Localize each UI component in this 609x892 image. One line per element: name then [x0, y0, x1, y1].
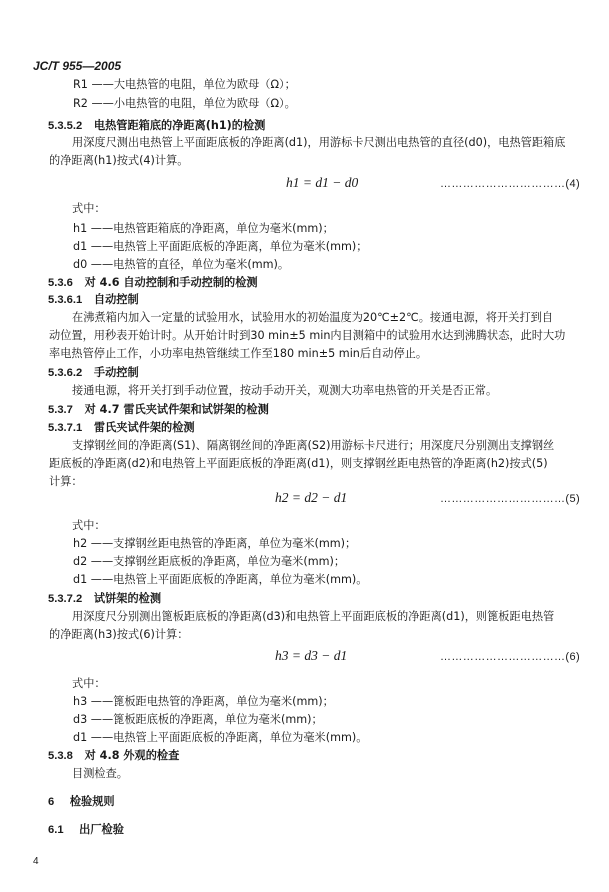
paragraph-line: 接通电源，将开关打到手动位置，按动手动开关，观测大功率电热管的开关是否正常。	[72, 384, 498, 397]
paragraph-line: 用深度尺测出电热管上平面距底板的净距离(d1)，用游标卡尺测出电热管的直径(d0)，电热管距箱底	[72, 136, 566, 149]
symbol-definition: d2 ——支撑钢丝距底板的净距离，单位为毫米(mm)；	[73, 555, 346, 568]
paragraph-line: 距底板的净距离(d2)和电热管上平面距底板的净距离(d1)，则支撑钢丝距电热管的净距离(h2)按式(5)	[49, 457, 548, 470]
symbol-definition: R2 ——小电热管的电阻，单位为欧母（Ω）。	[73, 97, 296, 110]
paragraph-line: 的净距离(h1)按式(4)计算。	[49, 154, 189, 167]
paragraph-line: 率电热管停止工作，小功率电热管继续工作至180 min±5 min后自动停止。	[49, 347, 428, 360]
formula-4: h1 = d1 − d0	[286, 175, 359, 190]
section-heading-5-3-7-1: 5.3.7.1 雷氏夹试件架的检测	[48, 421, 195, 434]
paragraph-line: 支撑钢丝间的净距离(S1)、隔离钢丝间的净距离(S2)用游标卡尺进行；用深度尺分别测出支撑钢丝	[72, 439, 555, 452]
symbol-definition: h2 ——支撑钢丝距电热管的净距离，单位为毫米(mm)；	[73, 537, 357, 550]
paragraph-line: 的净距离(h3)按式(6)计算：	[49, 628, 189, 641]
formula-5-number: ……………………………(5)	[440, 493, 581, 505]
symbol-definition: d1 ——电热管上平面距底板的净距离，单位为毫米(mm)；	[73, 240, 368, 253]
section-heading-5-3-5-2: 5.3.5.2 电热管距箱底的净距离(h1)的检测	[48, 119, 266, 132]
paragraph-line: 目测检查。	[72, 767, 128, 780]
section-heading-5-3-6: 5.3.6 对 4.6 自动控制和手动控制的检测	[48, 276, 258, 289]
where-label: 式中：	[72, 519, 106, 532]
symbol-definition: d1 ——电热管上平面距底板的净距离，单位为毫米(mm)。	[73, 573, 368, 586]
section-heading-5-3-8: 5.3.8 对 4.8 外观的检查	[48, 749, 180, 762]
section-heading-5-3-6-1: 5.3.6.1 自动控制	[48, 293, 139, 306]
symbol-definition: h3 ——篦板距电热管的净距离，单位为毫米(mm)；	[73, 695, 334, 708]
formula-4-number: ……………………………(4)	[440, 178, 581, 190]
paragraph-line: 计算：	[49, 475, 83, 488]
standard-number-header: JC/T 955—2005	[33, 59, 122, 73]
paragraph-line: 用深度尺分别测出篦板距底板的净距离(d3)和电热管上平面距底板的净距离(d1)，则篦板距电热管	[72, 610, 555, 623]
chapter-heading-6: 6 检验规则	[48, 795, 115, 808]
where-label: 式中：	[72, 677, 106, 690]
symbol-definition: R1 ——大电热管的电阻，单位为欧母（Ω）；	[73, 78, 296, 91]
symbol-definition: d0 ——电热管的直径，单位为毫米(mm)。	[73, 258, 290, 271]
section-heading-5-3-7-2: 5.3.7.2 试饼架的检测	[48, 592, 162, 605]
section-heading-5-3-6-2: 5.3.6.2 手动控制	[48, 366, 139, 379]
paragraph-line: 动位置，用秒表开始计时。从开始计时到30 min±5 min内目测箱中的试验用水达到沸腾状态，此时大功	[49, 329, 566, 342]
where-label: 式中：	[72, 202, 106, 215]
symbol-definition: d1 ——电热管上平面距底板的净距离，单位为毫米(mm)。	[73, 731, 368, 744]
paragraph-line: 在沸煮箱内加入一定量的试验用水，试验用水的初始温度为20℃±2℃。接通电源，将开关打到自	[72, 311, 553, 324]
section-heading-6-1: 6.1 出厂检验	[48, 823, 124, 836]
symbol-definition: h1 ——电热管距箱底的净距离，单位为毫米(mm)；	[73, 222, 334, 235]
formula-6: h3 = d3 − d1	[275, 648, 348, 663]
formula-6-number: ……………………………(6)	[440, 651, 581, 663]
formula-5: h2 = d2 − d1	[275, 490, 348, 505]
symbol-definition: d3 ——篦板距底板的净距离，单位为毫米(mm)；	[73, 713, 323, 726]
page-number: 4	[33, 856, 39, 867]
section-heading-5-3-7: 5.3.7 对 4.7 雷氏夹试件架和试饼架的检测	[48, 403, 269, 416]
